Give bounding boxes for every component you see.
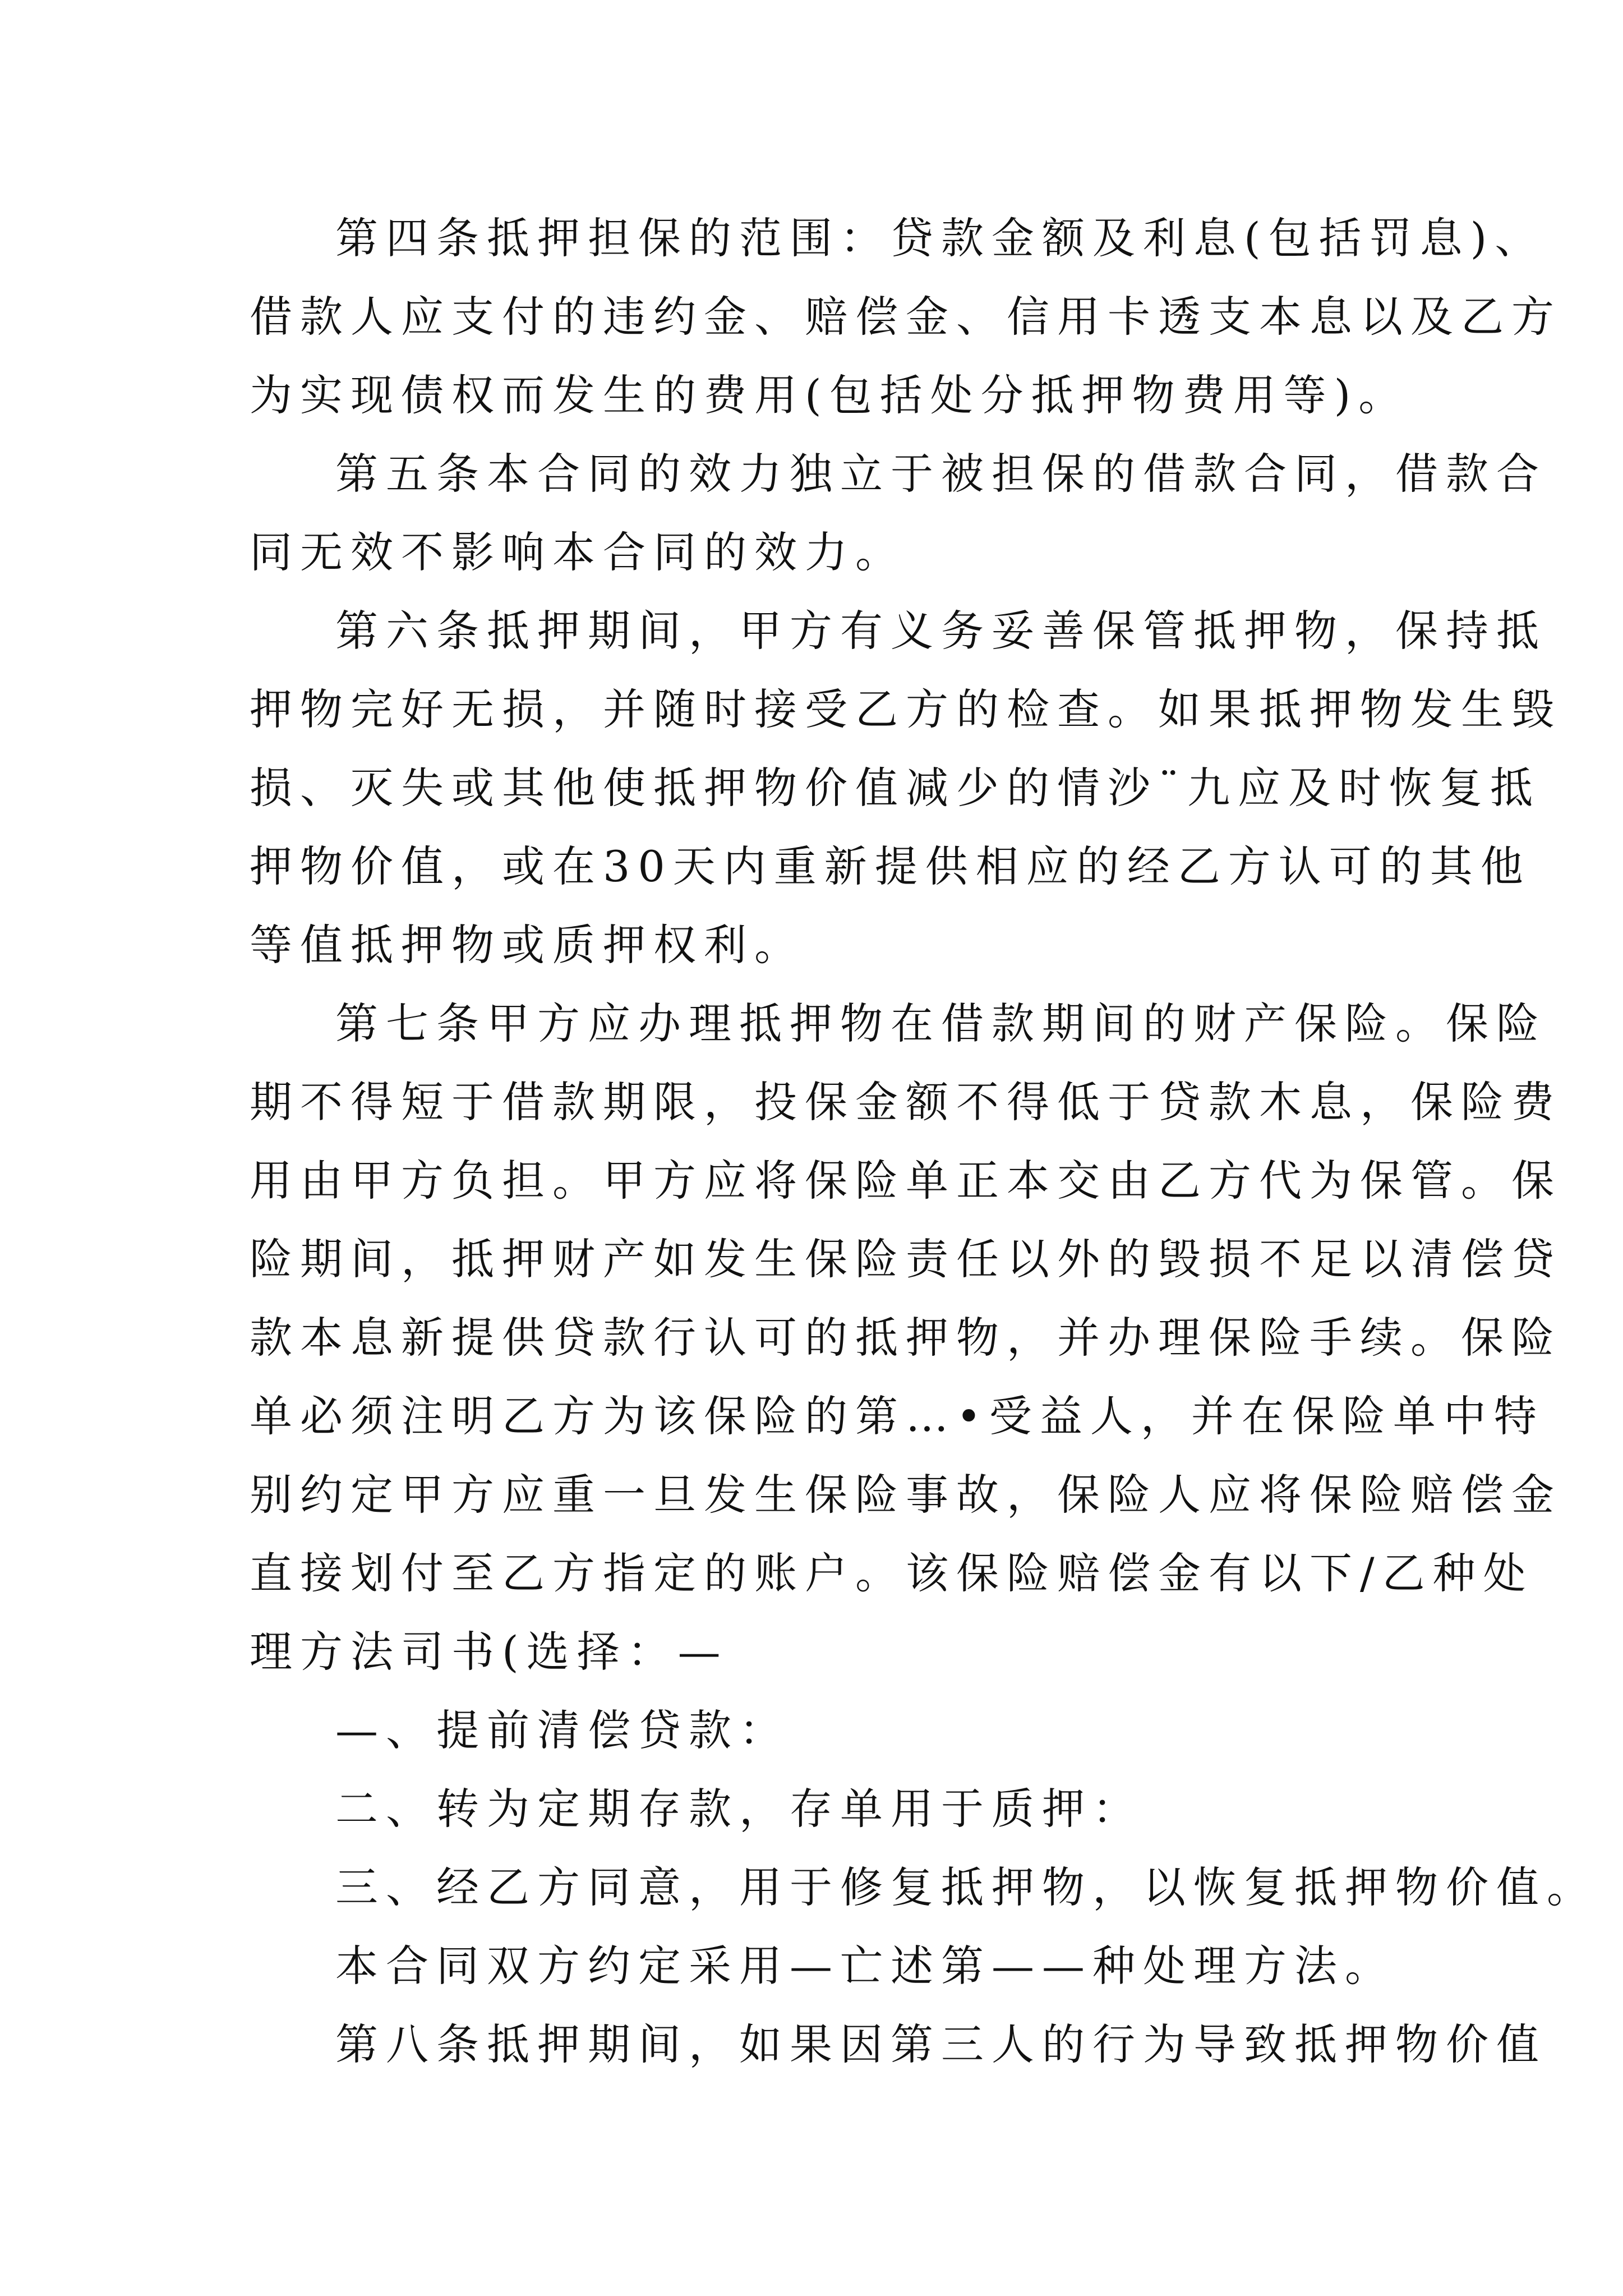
paragraph-line: 款本息新提供贷款行认可的抵押物，并办理保险手续。保险 [250, 1313, 1562, 1363]
paragraph-line: 等值抵押物或质押权利。 [250, 920, 805, 970]
paragraph-line: 第七条甲方应办理抵押物在借款期间的财产保险。保险 [335, 999, 1547, 1048]
paragraph-line: 第八条抵押期间，如果因第三人的行为导致抵押物价值 [335, 2019, 1547, 2069]
paragraph-line: 损、灭失或其他使抵押物价值减少的情沙¨九应及时恢复抵 [250, 763, 1541, 813]
list-item: 三、经乙方同意，用于修复抵押物，以恢复抵押物价值。 [335, 1862, 1597, 1912]
paragraph-line: 为实现债权而发生的费用(包括处分抵押物费用等)。 [250, 370, 1409, 420]
paragraph-line: 单必须注明乙方为该保险的第…•受益人，并在保险单中特 [250, 1391, 1544, 1441]
paragraph-line: 用由甲方负担。甲方应将保险单正本交由乙方代为保管。保 [250, 1156, 1562, 1205]
paragraph-line: 险期间，抵押财产如发生保险责任以外的毁损不足以清偿贷 [250, 1234, 1562, 1284]
paragraph-line: 押物完好无损，并随时接受乙方的检查。如果抵押物发生毁 [250, 684, 1562, 734]
paragraph-line: 借款人应支付的违约金、赔偿金、信用卡透支本息以及乙方 [250, 292, 1562, 342]
paragraph-line: 第五条本合同的效力独立于被担保的借款合同，借款合 [335, 449, 1547, 499]
paragraph-line: 第六条抵押期间，甲方有义务妥善保管抵押物，保持抵 [335, 606, 1547, 656]
paragraph-line: 押物价值，或在30天内重新提供相应的经乙方认可的其他 [250, 841, 1531, 891]
paragraph-line: 直接划付至乙方指定的账户。该保险赔偿金有以下/乙种处 [250, 1548, 1534, 1598]
paragraph-line: 本合同双方约定采用—亡述第——种处理方法。 [335, 1941, 1395, 1991]
paragraph-line: 期不得短于借款期限，投保金额不得低于贷款木息，保险费 [250, 1077, 1562, 1127]
paragraph-line: 第四条抵押担保的范围：贷款金额及利息(包括罚息)、 [335, 213, 1546, 263]
paragraph-line: 同无效不影响本合同的效力。 [250, 527, 906, 577]
paragraph-line: 别约定甲方应重一旦发生保险事故，保险人应将保险赔偿金 [250, 1470, 1562, 1520]
list-item: 二、转为定期存款，存单用于质押： [335, 1784, 1143, 1834]
paragraph-line: 理方法司书(选择：— [250, 1627, 728, 1677]
list-item: —、提前清偿贷款： [335, 1705, 790, 1755]
